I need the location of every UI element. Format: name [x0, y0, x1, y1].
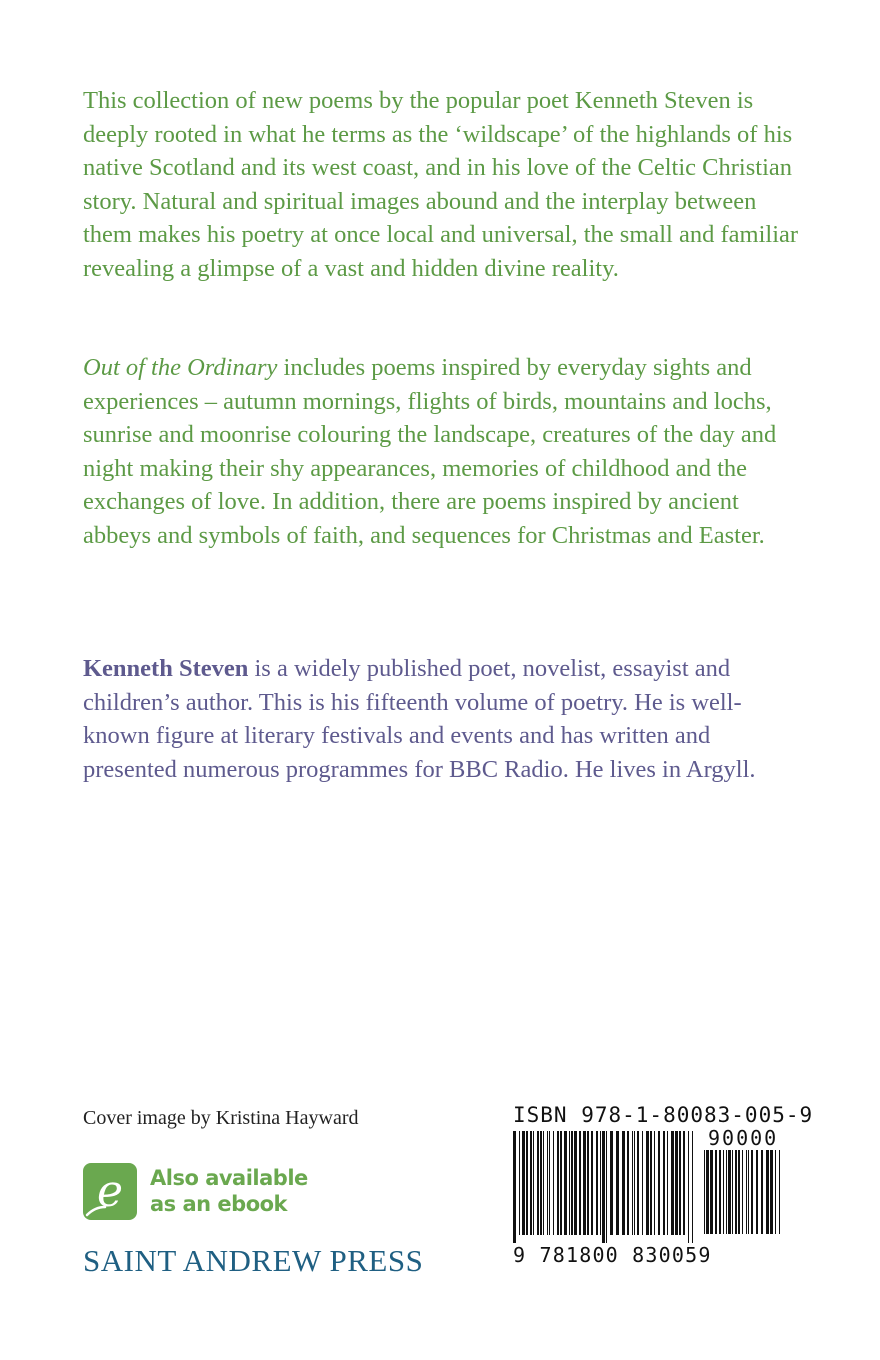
barcode-bar — [627, 1131, 629, 1235]
barcode-bar — [537, 1131, 539, 1235]
barcode-bar — [679, 1131, 681, 1235]
barcode-bar — [719, 1150, 721, 1234]
cover-credit: Cover image by Kristina Hayward — [83, 1107, 359, 1129]
description-paragraph-1: This collection of new poems by the popular poet Kenneth Steven is deeply rooted in what he terms as the ‘wildscape’ of the highlands of his native Scotland and its west coast, and in his love of the Celtic Christian story. Natural and spiritual images abound and the interplay between them makes his poetry at once local and universal, the small and familiar revealing a glimpse of a vast and hidden divine reality. — [83, 87, 799, 282]
barcode-bar — [602, 1131, 605, 1243]
barcode-bar — [726, 1150, 727, 1234]
barcode-bar — [610, 1131, 613, 1235]
barcode-bar — [526, 1131, 528, 1235]
barcode-bar — [751, 1150, 753, 1234]
barcode-bar — [646, 1131, 649, 1235]
barcode-addon-digits: 90000 — [708, 1126, 779, 1150]
barcode-bar — [650, 1131, 652, 1235]
barcode-bar — [723, 1150, 724, 1234]
barcode-bar — [779, 1150, 780, 1234]
barcode-digits: 9 781800 830059 — [513, 1243, 712, 1267]
barcode-bar — [571, 1131, 573, 1235]
ebook-e-icon — [83, 1163, 137, 1220]
barcode-bar — [683, 1131, 685, 1235]
barcode-bar — [632, 1131, 633, 1235]
barcode-bar — [564, 1131, 567, 1235]
barcode-bar — [600, 1131, 601, 1235]
author-name: Kenneth Steven — [83, 655, 249, 682]
barcode-bar — [634, 1131, 635, 1235]
barcode-bar — [742, 1150, 743, 1234]
ebook-label-line1: Also available — [150, 1166, 308, 1190]
barcode-bar — [587, 1131, 589, 1235]
barcode-bar — [579, 1131, 581, 1235]
barcode-main — [513, 1131, 695, 1243]
barcode-bar — [748, 1150, 749, 1234]
barcode-bar — [710, 1150, 713, 1234]
barcode-bar — [667, 1131, 668, 1235]
barcode-bar — [675, 1131, 678, 1235]
barcode-bar — [583, 1131, 586, 1235]
publisher-name: SAINT ANDREW PRESS — [83, 1243, 424, 1278]
barcode-bar — [692, 1131, 693, 1243]
barcode-bar — [738, 1150, 740, 1234]
barcode-addon — [704, 1150, 782, 1242]
ebook-badge-letter: e — [96, 1166, 124, 1217]
barcode-bar — [553, 1131, 554, 1235]
ebook-label — [150, 1165, 308, 1217]
barcode-bar — [663, 1131, 665, 1235]
barcode-bar — [756, 1150, 758, 1234]
ebook-label-line2: as an ebook — [150, 1192, 288, 1216]
barcode-bar — [658, 1131, 660, 1235]
barcode-bar — [671, 1131, 674, 1235]
barcode-bar — [732, 1150, 733, 1234]
barcode-bar — [557, 1131, 559, 1235]
barcode-bar — [543, 1131, 544, 1235]
barcode-bar — [522, 1131, 525, 1235]
barcode-bar — [569, 1131, 570, 1235]
barcode-bar — [688, 1131, 689, 1243]
barcode-bar — [519, 1131, 520, 1235]
author-bio — [83, 652, 803, 786]
barcode-bar — [770, 1150, 773, 1234]
barcode-bar — [560, 1131, 562, 1235]
barcode-bar — [591, 1131, 593, 1235]
barcode-bar — [775, 1150, 776, 1234]
barcode-bar — [761, 1150, 763, 1234]
barcode-bar — [540, 1131, 542, 1235]
barcode-bar — [735, 1150, 737, 1234]
barcode-bar — [549, 1131, 550, 1235]
description-paragraph-2-text: includes poems inspired by everyday sights and experiences – autumn mornings, flights of birds, mountains and lochs, sunrise and moonrise colouring the landscape, creatures of the day and night making their shy appearances, memories of childhood and the exchanges of love. In addition, there are poems inspired by ancient abbeys and symbols of faith, and sequences for Christmas and Easter. — [83, 354, 777, 549]
barcode-bar — [606, 1131, 607, 1243]
description-paragraph-2 — [83, 351, 803, 552]
barcode-bar — [642, 1131, 643, 1235]
barcode-bar — [728, 1150, 731, 1234]
book-title: Out of the Ordinary — [83, 354, 278, 381]
barcode-bar — [654, 1131, 655, 1235]
barcode-bar — [637, 1131, 639, 1235]
barcode-bar — [706, 1150, 709, 1234]
barcode-bar — [533, 1131, 534, 1235]
barcode-bar — [766, 1150, 769, 1234]
barcode-bar — [574, 1131, 577, 1235]
barcode-bar — [547, 1131, 548, 1235]
barcode-bar — [530, 1131, 532, 1235]
barcode-bar — [622, 1131, 625, 1235]
barcode-bar — [704, 1150, 705, 1234]
barcode-bar — [596, 1131, 598, 1235]
ebook-availability — [83, 1163, 383, 1221]
barcode-bar — [513, 1131, 516, 1243]
barcode-bar — [616, 1131, 619, 1235]
isbn-label: ISBN 978-1-80083-005-9 — [513, 1103, 814, 1127]
author-bio-text: is a widely published poet, novelist, essayist and children’s author. This is his fifteenth volume of poetry. He is well-known figure at literary festivals and events and has written and presented numerous programmes for BBC Radio. He lives in Argyll. — [83, 655, 756, 783]
barcode-bar — [715, 1150, 717, 1234]
barcode-bar — [746, 1150, 747, 1234]
